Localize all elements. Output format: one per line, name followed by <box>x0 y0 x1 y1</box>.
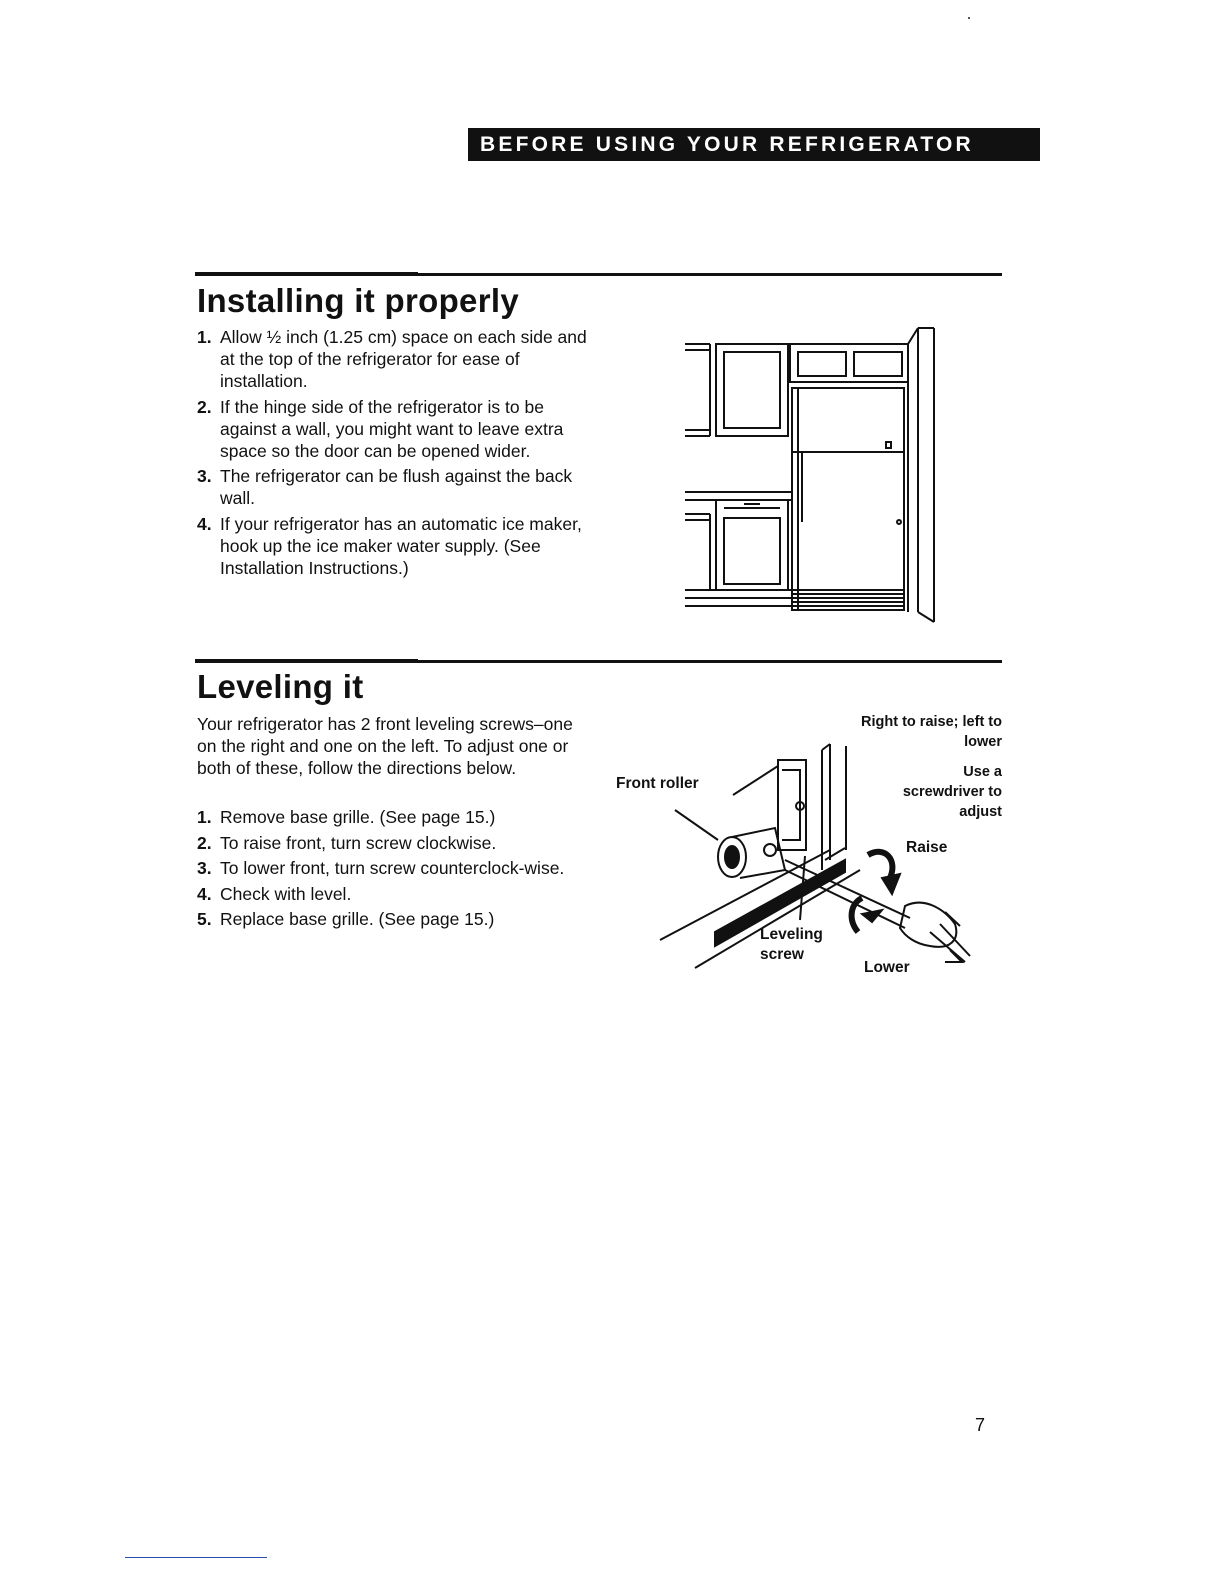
footer-rule <box>125 1557 267 1558</box>
label-front-roller: Front roller <box>616 775 699 792</box>
leveling-step-1: 1. Remove base grille. (See page 15.) <box>197 807 496 827</box>
label-use-screwdriver: Use a screwdriver to adjust <box>902 764 1002 820</box>
installing-step-3: 3. The refrigerator can be flush against the back wall. <box>197 466 573 508</box>
leveling-step-3: 3. To lower front, turn screw counterclock-wise. <box>197 858 565 878</box>
leveling-steps <box>197 806 587 934</box>
section-rule-installing <box>195 273 1002 276</box>
refrigerator-cabinet-illustration <box>680 322 940 632</box>
installing-step-1: 1. Allow ½ inch (1.25 cm) space on each side and at the top of the refrigerator for ease of installation. <box>197 327 587 391</box>
scan-mark <box>968 17 970 19</box>
installing-step-4: 4. If your refrigerator has an automatic ice maker, hook up the ice maker water supply. (See Installation Instructions.) <box>197 513 582 578</box>
label-right-to-raise: Right to raise; left to lower <box>861 714 1002 750</box>
label-raise: Raise <box>906 839 948 856</box>
label-leveling-screw: Leveling screw <box>760 926 823 963</box>
leveling-intro: Your refrigerator has 2 front leveling screws–one on the right and one on the left. To adjust one or both of these, follow the directions below. <box>197 714 573 778</box>
installing-step-2: 2. If the hinge side of the refrigerator is to be against a wall, you might want to leave extra space so the door can be opened wider. <box>197 396 564 461</box>
installing-steps <box>197 326 587 582</box>
label-lower: Lower <box>864 959 910 976</box>
leveling-step-2: 2. To raise front, turn screw clockwise. <box>197 832 497 853</box>
section-banner: BEFORE USING YOUR REFRIGERATOR <box>468 128 1040 161</box>
page-number: 7 <box>975 1415 986 1435</box>
section-rule-leveling <box>195 660 1002 663</box>
leveling-step-5: 5. Replace base grille. (See page 15.) <box>197 909 495 929</box>
leveling-step-4: 4. Check with level. <box>197 883 352 904</box>
installing-title: Installing it properly <box>197 282 519 319</box>
leveling-title: Leveling it <box>197 668 364 705</box>
